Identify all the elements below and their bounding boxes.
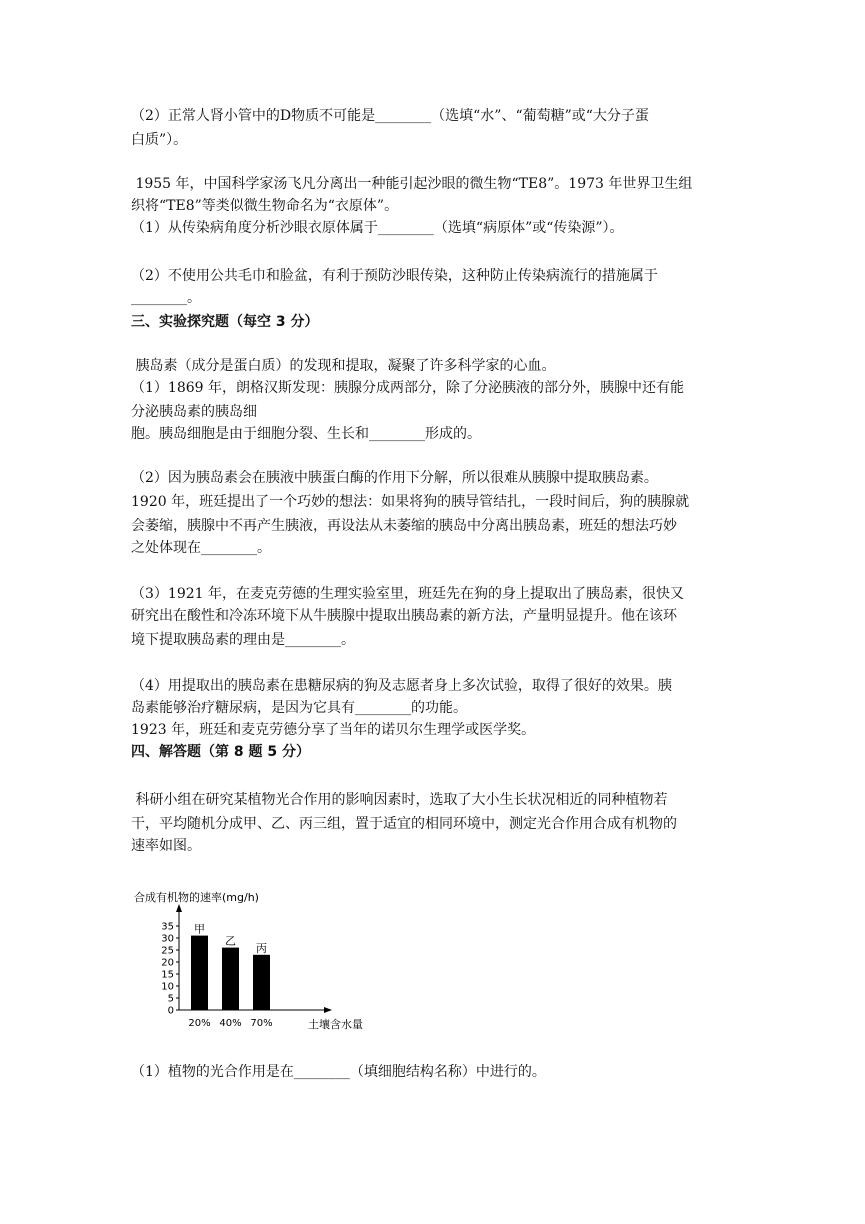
- insulin-line-9: （3）1921 年，在麦克劳德的生理实验室里，班廷先在狗的身上提取出了胰岛素，很快又: [131, 586, 684, 602]
- bar-2: [222, 948, 239, 1010]
- q2-part2-line-1: （2）正常人肾小管中的D物质不可能是________（选填“水”、“葡萄糖”或“大分子蛋: [131, 108, 649, 124]
- chart-x-axis-arrow: [324, 1007, 332, 1013]
- bar-label: 丙: [256, 941, 267, 955]
- y-tick-label: 20: [161, 957, 174, 969]
- last-question-line: （1）植物的光合作用是在________（填细胞结构名称）中进行的。: [131, 1064, 546, 1080]
- insulin-line-14: 1923 年，班廷和麦克劳德分享了当年的诺贝尔生理学或医学奖。: [131, 722, 536, 738]
- photosynthesis-line-2: 干，平均随机分成甲、乙、丙三组，置于适宜的相同环境中，测定光合作用合成有机物的: [131, 816, 677, 832]
- insulin-line-12: （4）用提取出的胰岛素在患糖尿病的狗及志愿者身上多次试验，取得了很好的效果。胰: [131, 678, 672, 694]
- bar-label: 甲: [194, 922, 205, 936]
- y-tick-label: 0: [167, 1005, 174, 1017]
- x-tick-label: 20%: [188, 1018, 211, 1029]
- photosynthesis-line-1: 科研小组在研究某植物光合作用的影响因素时，选取了大小生长状况相近的同种植物若: [131, 792, 668, 808]
- insulin-line-10: 研究出在酸性和冷冻环境下从牛胰腺中提取出胰岛素的新方法，产量明显提升。他在该环: [131, 608, 677, 624]
- x-tick-label: 70%: [250, 1018, 273, 1029]
- trachoma-line-2: 织将“TE8”等类似微生物命名为“衣原体”。: [131, 198, 399, 214]
- section-4-heading: 四、解答题（第 8 题 5 分）: [131, 744, 310, 760]
- trachoma-line-1: 1955 年，中国科学家汤飞凡分离出一种能引起沙眼的微生物“TE8”。1973 年世界卫生组: [131, 176, 693, 192]
- bar-label: 乙: [225, 934, 236, 948]
- insulin-line-4: 胞。胰岛细胞是由于细胞分裂、生长和________形成的。: [131, 426, 481, 442]
- x-tick-label: 40%: [219, 1018, 242, 1029]
- insulin-line-7: 会萎缩，胰腺中不再产生胰液，再设法从未萎缩的胰岛中分离出胰岛素，班廷的想法巧妙: [131, 518, 677, 534]
- q2-part2-line-2: 白质”）。: [131, 132, 188, 148]
- y-tick-label: 25: [161, 945, 174, 957]
- y-tick-label: 35: [161, 921, 174, 933]
- chart-x-axis-label: 土壤含水量: [308, 1018, 363, 1031]
- chart-y-axis-arrow: [176, 904, 182, 912]
- insulin-line-1: 胰岛素（成分是蛋白质）的发现和提取，凝聚了许多科学家的心血。: [131, 358, 556, 374]
- section-3-heading: 三、实验探究题（每空 3 分）: [131, 314, 319, 330]
- y-tick-label: 5: [167, 993, 174, 1005]
- trachoma-line-5: ________。: [131, 290, 201, 306]
- insulin-line-3: 分泌胰岛素的胰岛细: [131, 404, 257, 420]
- insulin-line-2: （1）1869 年，朗格汉斯发现：胰腺分成两部分，除了分泌胰液的部分外，胰腺中还有能: [131, 380, 684, 396]
- y-tick-label: 10: [161, 981, 174, 993]
- insulin-line-11: 境下提取胰岛素的理由是________。: [131, 632, 355, 648]
- y-tick-label: 15: [161, 969, 174, 981]
- y-tick-label: 30: [161, 933, 174, 945]
- insulin-line-5: （2）因为胰岛素会在胰液中胰蛋白酶的作用下分解，所以很难从胰腺中提取胰岛素。: [131, 470, 658, 486]
- bar-1: [191, 936, 208, 1010]
- photosynthesis-line-3: 速率如图。: [131, 838, 201, 854]
- insulin-line-8: 之处体现在________。: [131, 540, 271, 556]
- insulin-line-6: 1920 年，班廷提出了一个巧妙的想法：如果将狗的胰导管结扎，一段时间后，狗的胰腺就: [131, 494, 690, 510]
- trachoma-line-4: （2）不使用公共毛巾和脸盆，有利于预防沙眼传染，这种防止传染病流行的措施属于: [131, 268, 658, 284]
- bar-3: [253, 955, 270, 1010]
- chart-y-axis-label: 合成有机物的速率(mg/h): [134, 891, 259, 904]
- insulin-line-13: 岛素能够治疗糖尿病，是因为它具有________的功能。: [131, 700, 467, 716]
- photosynthesis-bar-chart: [128, 888, 378, 1033]
- trachoma-line-3: （1）从传染病角度分析沙眼衣原体属于________（选填“病原体”或“传染源”）。: [131, 220, 624, 236]
